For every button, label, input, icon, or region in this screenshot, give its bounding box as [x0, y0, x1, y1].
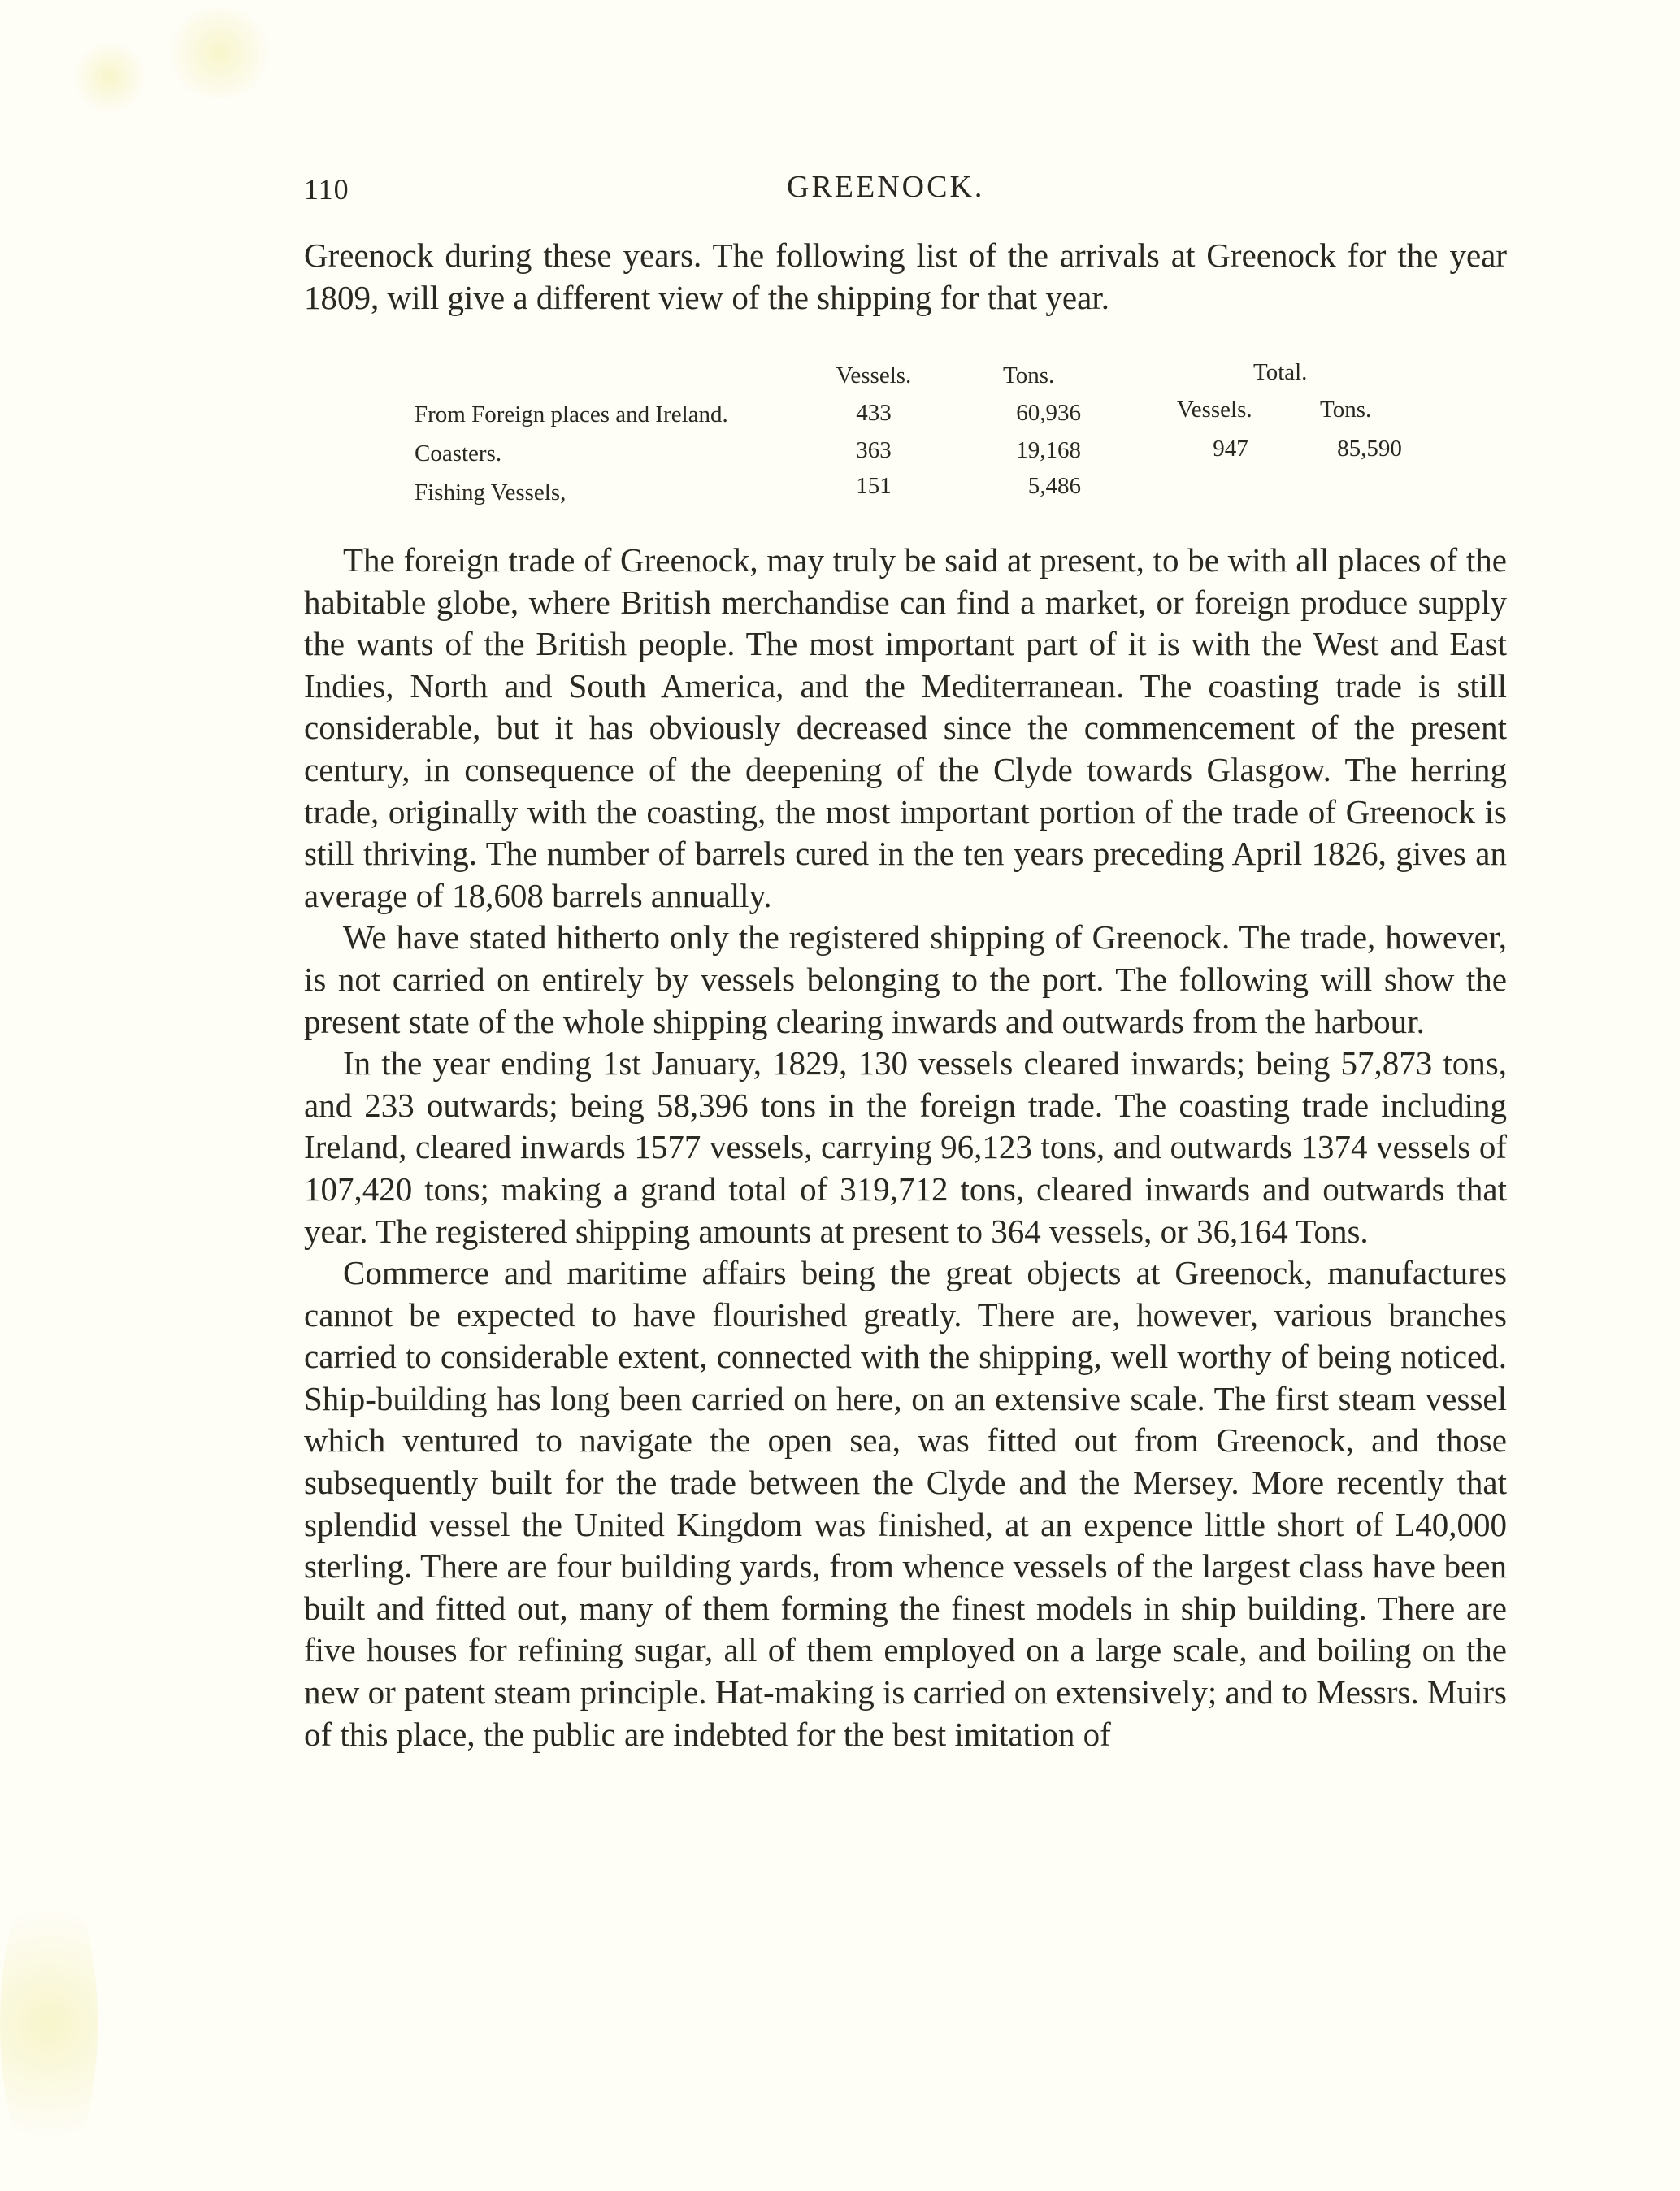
row-tons-fishing: 5,486 — [1027, 473, 1081, 499]
paper-stain — [73, 41, 146, 114]
row-label-fishing: Fishing Vessels, — [415, 479, 567, 505]
row-label-coasters: Coasters. — [415, 440, 502, 466]
header-vessels: Vessels. — [836, 362, 912, 388]
arrivals-table — [415, 356, 1471, 510]
intro-paragraph — [304, 234, 1507, 319]
row-label-foreign: From Foreign places and Ireland. — [415, 401, 728, 427]
row-vessels-fishing: 151 — [856, 473, 892, 499]
paper-stain — [0, 1869, 98, 2178]
row-vessels-foreign: 433 — [856, 400, 892, 426]
page-number: 110 — [304, 173, 349, 206]
paragraph-manufactures: Commerce and maritime affairs being the great objects at Greenock, manufactures cannot be expected to have flourished greatly. There are, however, various branches carried to considerable extent, connected with the shipping, well worthy of being noticed. Ship-building has long been carried on here, on an extensive scale. The first steam vessel which ventured to navigate the open sea, was fitted out from Greenock, and those subsequently built for the trade between the Clyde and the Mersey. More recently that splendid vessel the United Kingdom was finished, at an expence little short of L40,000 sterling. There are four building yards, from whence vessels of the largest class have been built and fitted out, many of them forming the finest models in ship building. There are five houses for refining sugar, all of them employed on a large scale, and boiling on the new or patent steam principle. Hat-making is carried on extensively; and to Messrs. Muirs of this place, the public are indebted for the best imitation of — [304, 1254, 1507, 1753]
total-vessels: 947 — [1213, 436, 1248, 462]
running-title: GREENOCK. — [787, 170, 985, 204]
row-tons-coasters: 19,168 — [1016, 437, 1081, 463]
row-vessels-coasters: 363 — [856, 437, 892, 463]
page-header — [304, 172, 1507, 221]
paper-stain — [163, 8, 276, 98]
paragraph-foreign-trade: The foreign trade of Greenock, may truly be said at present, to be with all places of the habitable globe, where British merchandise can find a market, or foreign produce supply the wants of the British people. The most important part of it is with the West and East Indies, North and South America, and the Mediterranean. The coasting trade is still considerable, but it has obviously decreased since the commencement of the present century, in consequence of the deepening of the Clyde towards Glasgow. The herring trade, originally with the coasting, the most important portion of the trade of Greenock is still thriving. The number of barrels cured in the ten years preceding April 1826, gives an average of 18,608 barrels annually. — [304, 541, 1507, 914]
row-tons-foreign: 60,936 — [1016, 400, 1081, 426]
body-text — [304, 540, 1507, 1755]
header-total-vessels: Vessels. — [1177, 397, 1252, 423]
header-total-tons: Tons. — [1320, 397, 1372, 423]
paragraph-registered-shipping: We have stated hitherto only the registered shipping of Greenock. The trade, however, is not carried on entirely by vessels belonging to the port. The following will show the present state of the whole shipping clearing inwards and outwards from the harbour. — [304, 918, 1507, 1040]
intro-text: Greenock during these years. The following list of the arrivals at Greenock for the year 1809, will give a different view of the shipping for that year. — [304, 236, 1507, 316]
paragraph-clearances: In the year ending 1st January, 1829, 130 vessels cleared inwards; being 57,873 tons, and 233 outwards; being 58,396 tons in the foreign trade. The coasting trade including Ireland, cleared inwards 1577 vessels, carrying 96,123 tons, and outwards 1374 vessels of 107,420 tons; making a grand total of 319,712 tons, cleared inwards and outwards that year. The registered shipping amounts at present to 364 vessels, or 36,164 Tons. — [304, 1044, 1507, 1250]
total-tons: 85,590 — [1337, 436, 1402, 462]
header-total: Total. — [1253, 359, 1308, 385]
header-tons: Tons. — [1003, 362, 1055, 388]
